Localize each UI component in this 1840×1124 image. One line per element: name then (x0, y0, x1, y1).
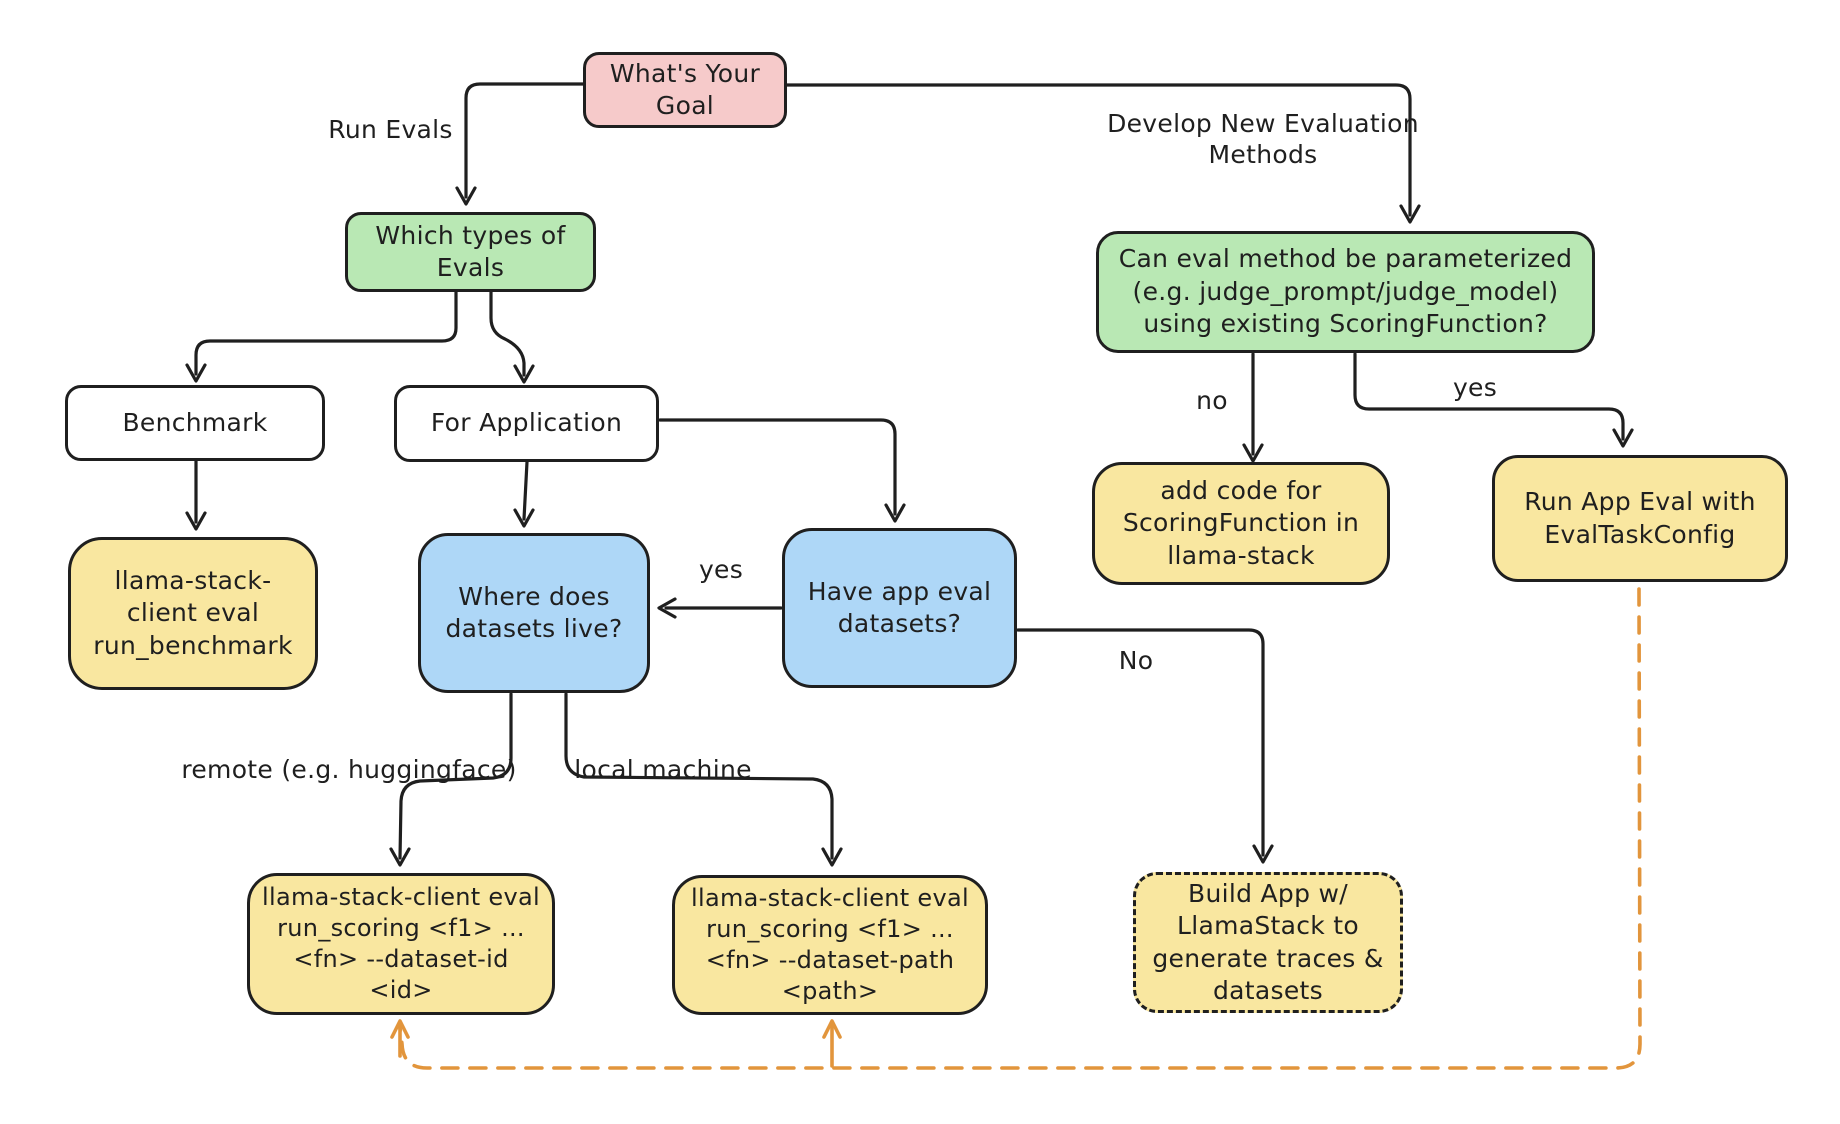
edge-label-local-machine: local machine (574, 755, 752, 785)
edge-label-develop-new-methods: Develop New Evaluation Methods (1107, 108, 1419, 169)
node-whats-your-goal: What's Your Goal (583, 52, 787, 128)
node-add-code-scoringfunction: add code for ScoringFunction in llama-stack (1092, 462, 1390, 585)
node-run-scoring-dataset-path: llama-stack-client eval run_scoring <f1> ... <fn> --dataset-path <path> (672, 875, 988, 1015)
node-which-types-of-evals: Which types of Evals (345, 212, 596, 292)
node-where-datasets-live: Where does datasets live? (418, 533, 650, 693)
node-param-question: Can eval method be parameterized (e.g. judge_prompt/judge_model) using existing ScoringFunction? (1096, 231, 1595, 353)
edge-for-application-to-have-datasets (660, 420, 895, 514)
node-run-app-eval: Run App Eval with EvalTaskConfig (1492, 455, 1788, 582)
edge-which-types-to-benchmark (196, 292, 456, 374)
node-for-application: For Application (394, 385, 659, 462)
node-run-benchmark-command: llama-stack-client eval run_benchmark (68, 537, 318, 690)
node-build-app-llamastack: Build App w/ LlamaStack to generate traces & datasets (1133, 872, 1403, 1013)
node-run-scoring-dataset-id: llama-stack-client eval run_scoring <f1> ... <fn> --dataset-id <id> (247, 873, 555, 1015)
edge-label-run-evals: Run Evals (328, 115, 453, 145)
edge-which-types-to-for-application (491, 292, 524, 375)
edge-label-yes-have-datasets: yes (698, 555, 744, 585)
edge-label-no-have-datasets: No (1118, 646, 1154, 676)
node-have-app-eval-datasets: Have app eval datasets? (782, 528, 1017, 688)
edge-goal-to-which-types (466, 84, 583, 197)
node-benchmark: Benchmark (65, 385, 325, 461)
edge-for-application-to-where-datasets (524, 462, 527, 519)
edge-label-no-param: no (1196, 386, 1228, 416)
edge-label-yes-param: yes (1452, 373, 1498, 403)
edge-label-remote-huggingface: remote (e.g. huggingface) (181, 755, 517, 785)
